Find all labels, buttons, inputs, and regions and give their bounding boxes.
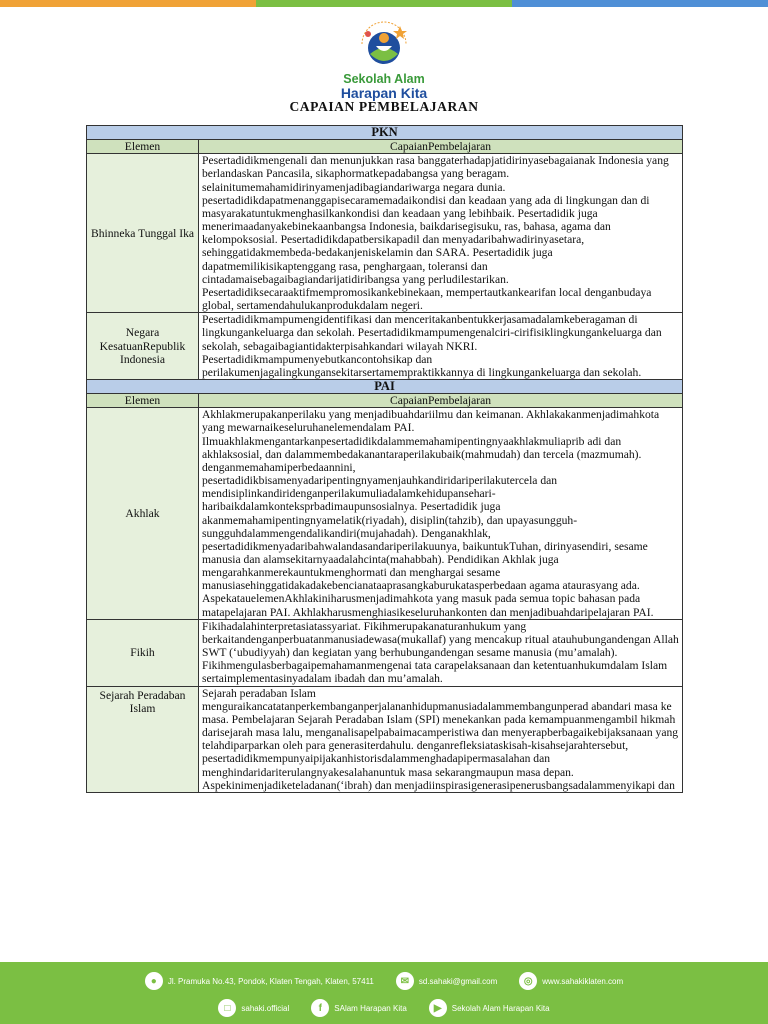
table-row	[87, 408, 683, 620]
column-header-element: Elemen	[87, 394, 199, 408]
email-text[interactable]: sd.sahaki@gmail.com	[418, 976, 498, 986]
outcome-cell: Pesertadidikmengenali dan menunjukkan rasa banggaterhadapjatidirinyasebagaianak Indonesia yang berlandaskan Pancasila, sikaphormatkepadabangsa yang beragam. selainitumemahamidirinyamenjadibagiandariwarga negara dunia. pesertadidikdapatmenanggapisecaramemadaikondisi dan keadaan yang ada di lingkungan dan di masyarakatuntukmenghasilkankondisi dan keadaan yang lebihbaik. Pesertadidik juga menerimaadanyakebinekaanbangsa Indonesia, baikdarisegisuku, ras, bahasa, agama dan kelompoksosial. Pesertadidikdapatbersikapadil dan menyadaribahwadirinyasetara, sehinggatidakmembeda-bedakanjeniskelamin dan SARA. Pesertadidik juga dapatmemilikisikaptenggang rasa, penghargaan, toleransi dan cintadamaisebagaibagiandarijatidiribangsa yang perludilestarikan. Pesertadidiksecaraaktifmempromosikankebinekaan, mempertautkankearifan local denganbudaya global, sertamendahulukanprodukdalam negeri.	[199, 154, 683, 313]
logo-text-line1: Sekolah Alam	[343, 72, 425, 86]
section-header-pkn: PKN	[87, 126, 683, 140]
element-cell: Bhinneka Tunggal Ika	[87, 154, 199, 313]
address-text: Jl. Pramuka No.43, Pondok, Klaten Tengah, Klaten, 57411	[167, 976, 374, 986]
column-header-element: Elemen	[87, 140, 199, 154]
footer-email[interactable]	[396, 972, 497, 990]
element-cell: Sejarah Peradaban Islam	[87, 686, 199, 792]
table-row	[87, 686, 683, 792]
website-text[interactable]: www.sahakiklaten.com	[542, 976, 624, 986]
footer-facebook[interactable]	[311, 999, 406, 1017]
logo-text-line2: Harapan Kita	[340, 85, 428, 101]
footer-bar	[0, 962, 768, 1024]
document-title: CAPAIAN PEMBELAJARAN	[289, 99, 479, 114]
table-row	[87, 619, 683, 686]
outcome-cell: Sejarah peradaban Islam menguraikancatatanperkembanganperjalananhidupmanusiadalammembangunperad abandari masa ke masa. Pembelajaran Sejarah Peradaban Islam (SPI) menekankan pada kemampuanmengambil hikmah darisejarah masa lalu, menganalisapelpabaimacamperistiwa dan menyerapberbagaikebijaksanaan yang telahdiparparkan oleh para generasiterdahulu. denganrefleksiataskisah-kisahsejarahtersebut, pesertadidikmempunyaipijakanhistorisdalammenghadapipermasalahan dan menghindaridariterulangnyakesalahanuntuk masa sekarangmaupun masa depan. Aspekinimenjadiketeladanan(‘ibrah) dan menjadiinspirasigenerasipenerusbangsadalammenyikapi dan	[199, 686, 683, 792]
instagram-icon: □	[218, 999, 236, 1017]
footer-youtube[interactable]	[429, 999, 550, 1017]
table-row	[87, 313, 683, 380]
logo-emblem-icon	[354, 14, 414, 72]
school-logo	[334, 14, 434, 106]
instagram-text[interactable]: sahaki.official	[241, 1003, 290, 1013]
location-pin-icon: ●	[145, 972, 163, 990]
table-row	[87, 154, 683, 313]
facebook-text[interactable]: SAlam Harapan Kita	[334, 1003, 407, 1013]
column-header-outcome: CapaianPembelajaran	[199, 140, 683, 154]
outcome-cell: Akhlakmerupakanperilaku yang menjadibuahdariilmu dan keimanan. Akhlakakanmenjadimahkota yang mewarnaikeseluruhanelemendalam PAI. Ilmuakhlakmengantarkanpesertadidikdalammemahamipentingnyaakhlakmuliaprib adi dan akhlaksosial, dan dalammembedakanantaraperilakubaik(mahmudah) dan tercela (mazmumah). denganmemahamiperbedaannini, pesertadidikbisamenyadaripentingnyamenjauhkandiridariperilakutercela dan mendisiplinkandiridenganperilakumuliadalamkehidupansehari-haribaikdalamkonteksprbadimaupunsosialnya. Pesertadidik juga akanmemahamipentingnyamelatik(riyadah), disiplin(tahzib), dan upayasungguh-sungguhdalammengendalikandiri(mujahadah). Denganakhlak, pesertadidikmenyadaribahwalandasandariperilakuunya, baikuntukTuhan, dirinyasendiri, sesame manusia dan alamsekitarnyaadalahcinta(mahabbah). Pendidikan Akhlak juga mengarahkanmerekauntukmenghormati dan menghargai sesame manusiasehinggatidakadakebencianataaprasangkaburukatasperbedaan agama ataurasyang ada. AspekatauelemenAkhlakiniharusmenjadimahkota yang masuk pada semua topic bahasan pada matapelajaran PAI. Akhlakharusmenghiasikeseluruhankonten dan menjadibuahdaripelajaran PAI.	[199, 408, 683, 620]
outcome-cell: Fikihadalahinterpretasiatassyariat. Fikihmerupakanaturanhukum yang berkaitandenganperbuatanmanusiadewasa(mukallaf) yang mencakup ritual atauhubungandengan Allah SWT (‘ubudiyyah) dan kegiatan yang berhubungandengan sesame manusia (mu’amalah). Fikihmengulasberbagaipemahamanmengenai tata carapelaksanaan dan ketentuanhukumdalam Islam sertaimplementasinyadalam ibadah dan mu’amalah.	[199, 619, 683, 686]
section-header-pai: PAI	[87, 379, 683, 393]
email-icon: ✉	[396, 972, 414, 990]
footer-instagram[interactable]	[218, 999, 289, 1017]
top-color-bar	[0, 0, 768, 7]
column-header-outcome: CapaianPembelajaran	[199, 394, 683, 408]
outcome-cell: Pesertadidikmampumengidentifikasi dan menceritakanbentukkerjasamadalamkeberagaman di lingkungankeluarga dan sekolah. Pesertadidikmampumengenalciri-cirifisiklingkungankeluarga dan sekolah, sebagaibagiantidakterpisahkandari wilayah NKRI. Pesertadidikmampumenyebutkancontohsikap dan perilakumenjagalingkungansekitarsertamempraktikkannya di lingkungankeluarga dan sekolah.	[199, 313, 683, 380]
facebook-icon: f	[311, 999, 329, 1017]
top-bar-blue	[512, 0, 768, 7]
youtube-text[interactable]: Sekolah Alam Harapan Kita	[451, 1003, 550, 1013]
element-cell: Negara KesatuanRepublik Indonesia	[87, 313, 199, 380]
footer-website[interactable]	[519, 972, 623, 990]
element-cell: Akhlak	[87, 408, 199, 620]
element-cell: Fikih	[87, 619, 199, 686]
globe-icon: ◎	[519, 972, 537, 990]
learning-outcomes-table	[86, 125, 683, 793]
top-bar-orange	[0, 0, 256, 7]
youtube-icon: ▶	[429, 999, 447, 1017]
footer-address	[145, 972, 374, 990]
top-bar-green	[256, 0, 512, 7]
